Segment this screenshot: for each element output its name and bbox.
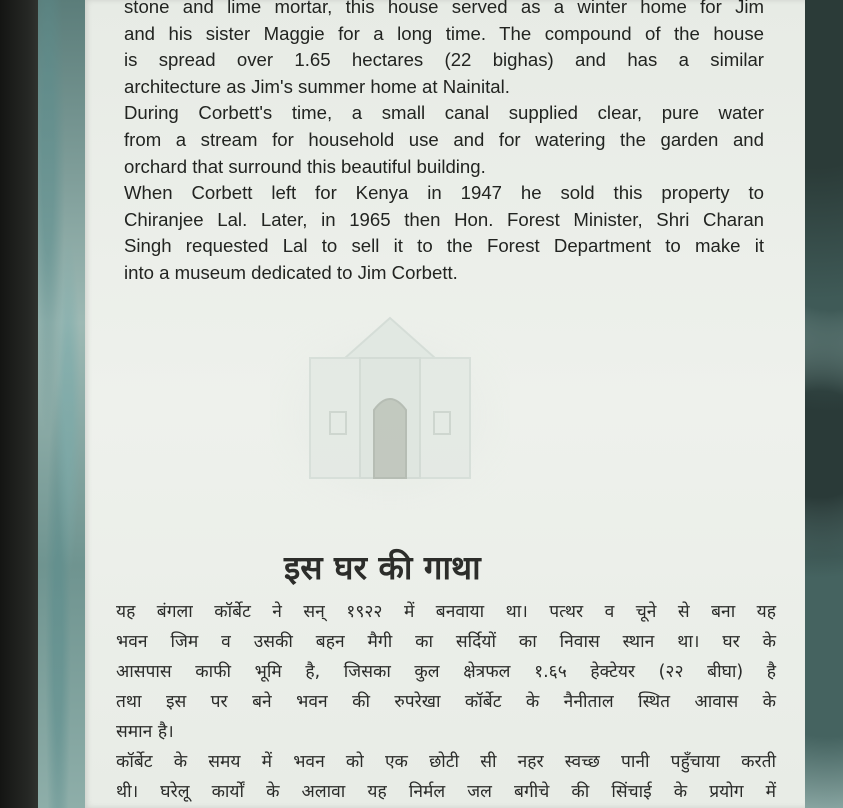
english-line: is spread over 1.65 hectares (22 bighas) and has a similar bbox=[124, 49, 764, 71]
english-text bbox=[124, 0, 764, 287]
english-line: architecture as Jim's summer home at Nainital. bbox=[124, 75, 510, 97]
english-paragraph-1 bbox=[124, 0, 764, 100]
hindi-line: यह बंगला कॉर्बेट ने सन् १९२२ में बनवाया था। पत्थर व चूने से बना यह bbox=[116, 602, 776, 622]
english-line: Singh requested Lal to sell it to the Forest Department to make it bbox=[124, 235, 764, 257]
english-line: During Corbett's time, a small canal supplied clear, pure water bbox=[124, 102, 764, 124]
english-line: into a museum dedicated to Jim Corbett. bbox=[124, 261, 458, 283]
hindi-paragraph-2 bbox=[116, 747, 776, 807]
right-foliage bbox=[805, 0, 843, 808]
hindi-paragraph-1 bbox=[116, 597, 776, 747]
hindi-line: कॉर्बेट के समय में भवन को एक छोटी सी नहर स्वच्छ पानी पहुँचाया करती bbox=[116, 752, 776, 772]
english-line: and his sister Maggie for a long time. The compound of the house bbox=[124, 22, 764, 44]
english-paragraph-3 bbox=[124, 180, 764, 286]
english-line: orchard that surround this beautiful building. bbox=[124, 155, 486, 177]
hindi-line: समान है। bbox=[116, 722, 174, 742]
english-line: When Corbett left for Kenya in 1947 he sold this property to bbox=[124, 182, 764, 204]
faded-building-illustration bbox=[270, 300, 510, 510]
hindi-line: तथा इस पर बने भवन की रुपरेखा कॉर्बेट के नैनीताल स्थित आवास के bbox=[116, 692, 776, 712]
hindi-text bbox=[116, 597, 776, 807]
english-line: stone and lime mortar, this house served as a winter home for Jim bbox=[124, 0, 764, 17]
english-line: Chiranjee Lal. Later, in 1965 then Hon. Forest Minister, Shri Charan bbox=[124, 208, 764, 230]
hindi-line: भवन जिम व उसकी बहन मैगी का सर्दियों का निवास स्थान था। घर के bbox=[116, 632, 776, 652]
english-paragraph-2 bbox=[124, 100, 764, 180]
hindi-line: थी। घरेलू कार्यों के अलावा यह निर्मल जल बगीचे की सिंचाई के प्रयोग में bbox=[116, 782, 776, 802]
left-foliage bbox=[38, 0, 88, 808]
hindi-line: आसपास काफी भूमि है, जिसका कुल क्षेत्रफल १.६५ हेक्टेयर (२२ बीघा) है bbox=[116, 662, 776, 682]
hindi-title: इस घर की गाथा bbox=[284, 548, 481, 587]
english-line: from a stream for household use and for watering the garden and bbox=[124, 128, 764, 150]
